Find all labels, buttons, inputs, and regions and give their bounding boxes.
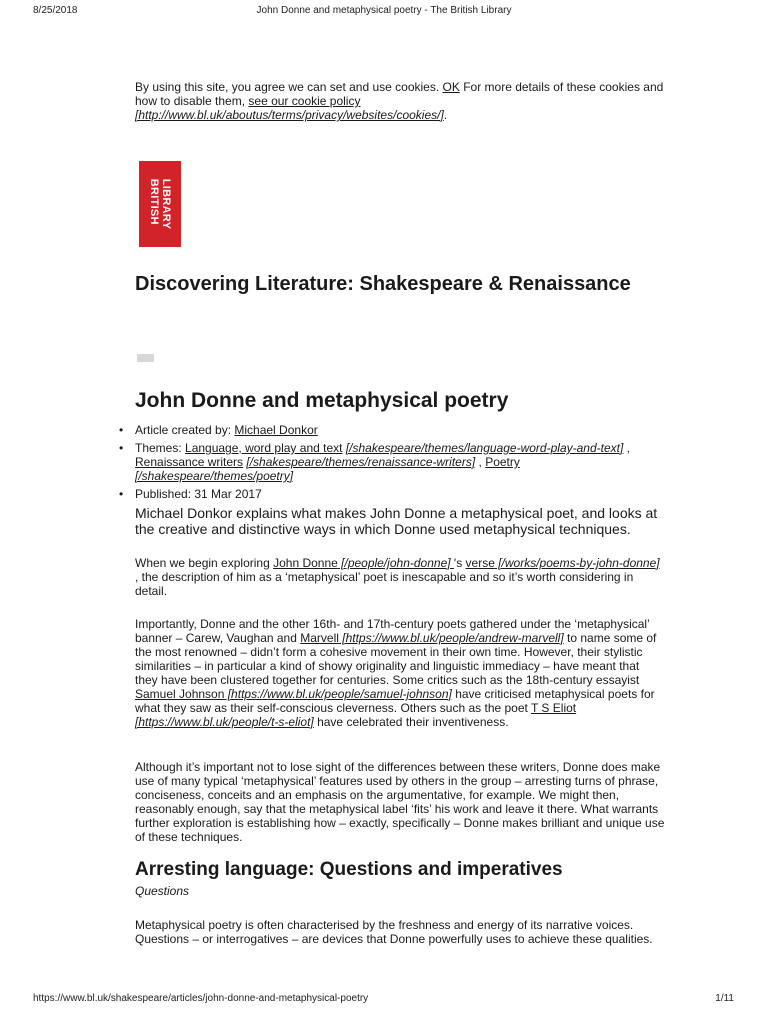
link-t-s-eliot[interactable]: T S Eliot <box>530 701 577 715</box>
link-marvell[interactable]: Marvell <box>300 631 339 645</box>
meta-themes: • Themes: Language, word play and text [/shakespeare/themes/language-word-play-and-text] , Renaissance writers [/shakespeare/themes/renaissance-writers] , Poetry [/shakespeare/themes/poetry] <box>135 441 665 483</box>
cookie-policy-url[interactable]: [http://www.bl.uk/aboutus/terms/privacy/websites/cookies/] <box>135 108 444 122</box>
paragraph-1: When we begin exploring John Donne [/people/john-donne] 's verse [/works/poems-by-john-donne] , the description of him as a ‘metaphysical’ poet is inescapable and so it’s worth considering in detail. <box>135 556 660 598</box>
theme-url-poetry[interactable]: [/shakespeare/themes/poetry] <box>135 469 294 483</box>
logo-text: LIBRARY BRITISH <box>148 178 172 230</box>
section-heading: Arresting language: Questions and imperatives <box>135 859 563 880</box>
paragraph-3: Although it’s important not to lose sight of the differences between these writers, Donne does make use of many typical ‘metaphysical’ features used by others in the group – arresting turns of phrase, conciseness, conceits and an emphasis on the argumentative, for example. We might then, reasonably enough, say that the metaphysical label ‘fits’ his work and leave it there. What warrants further exploration is establishing how – exactly, specifically – Donne makes brilliant and unique use of these techniques. <box>135 760 665 844</box>
link-samuel-johnson[interactable]: Samuel Johnson <box>135 687 225 701</box>
print-header <box>0 0 768 24</box>
paragraph-2: Importantly, Donne and the other 16th- and 17th-century poets gathered under the ‘metaphysical’ banner – Carew, Vaughan and Marvell [https://www.bl.uk/people/andrew-marvell] to name some of the most renowned – didn’t form a cohesive movement in their own time. However, their stylistic similarities – in particular a kind of showy originality and linguistic immediacy – have meant that they have been clustered together for centuries. Some critics such as the 18th-century essayist Samuel Johnson [https://www.bl.uk/people/samuel-johnson] have criticised metaphysical poets for what they saw as their self-conscious cleverness. Others such as the poet T S Eliot [https://www.bl.uk/people/t-s-eliot] have celebrated their inventiveness. <box>135 617 657 729</box>
paragraph-4: Metaphysical poetry is often characterised by the freshness and energy of its narrative voices. Questions – or interrogatives – are devices that Donne powerfully uses to achieve these qualities. <box>135 918 653 946</box>
meta-author: • Article created by: Michael Donkor <box>135 423 665 437</box>
cookie-banner <box>135 80 665 122</box>
cookie-text: By using this site, you agree we can set and use cookies. OK For more details of these cookies and how to disable them, see our cookie policy [http://www.bl.uk/aboutus/terms/privacy/websites/cookies/]. <box>135 80 664 122</box>
print-page-number: 1/11 <box>715 993 734 1004</box>
article-standfirst: Michael Donkor explains what makes John Donne a metaphysical poet, and looks at the creative and distinctive ways in which Donne used metaphysical techniques. <box>135 505 658 537</box>
section-subheading: Questions <box>135 884 190 898</box>
cookie-policy-link[interactable]: see our cookie policy <box>248 94 361 108</box>
link-verse[interactable]: verse <box>465 556 495 570</box>
site-title[interactable]: Discovering Literature: Shakespeare & Renaissance <box>135 273 631 295</box>
author-link[interactable]: Michael Donkor <box>234 423 318 437</box>
print-url: https://www.bl.uk/shakespeare/articles/john-donne-and-metaphysical-poetry <box>33 993 369 1004</box>
article-meta-list <box>135 423 665 505</box>
meta-published: • Published: 31 Mar 2017 <box>135 487 665 501</box>
print-date: 8/25/2018 <box>33 5 78 16</box>
british-library-logo[interactable] <box>139 161 181 247</box>
link-john-donne[interactable]: John Donne <box>273 556 338 570</box>
print-footer <box>0 993 768 1013</box>
theme-link-renaissance[interactable]: Renaissance writers <box>135 455 244 469</box>
image-placeholder <box>137 354 154 362</box>
theme-url-language[interactable]: [/shakespeare/themes/language-word-play-and-text] <box>345 441 624 455</box>
cookie-ok-link[interactable]: OK <box>442 80 460 94</box>
theme-url-renaissance[interactable]: [/shakespeare/themes/renaissance-writers] <box>246 455 476 469</box>
theme-link-poetry[interactable]: Poetry <box>485 455 520 469</box>
article-title: John Donne and metaphysical poetry <box>135 389 509 412</box>
print-page-title: John Donne and metaphysical poetry - The British Library <box>256 5 512 16</box>
theme-link-language[interactable]: Language, word play and text <box>185 441 343 455</box>
